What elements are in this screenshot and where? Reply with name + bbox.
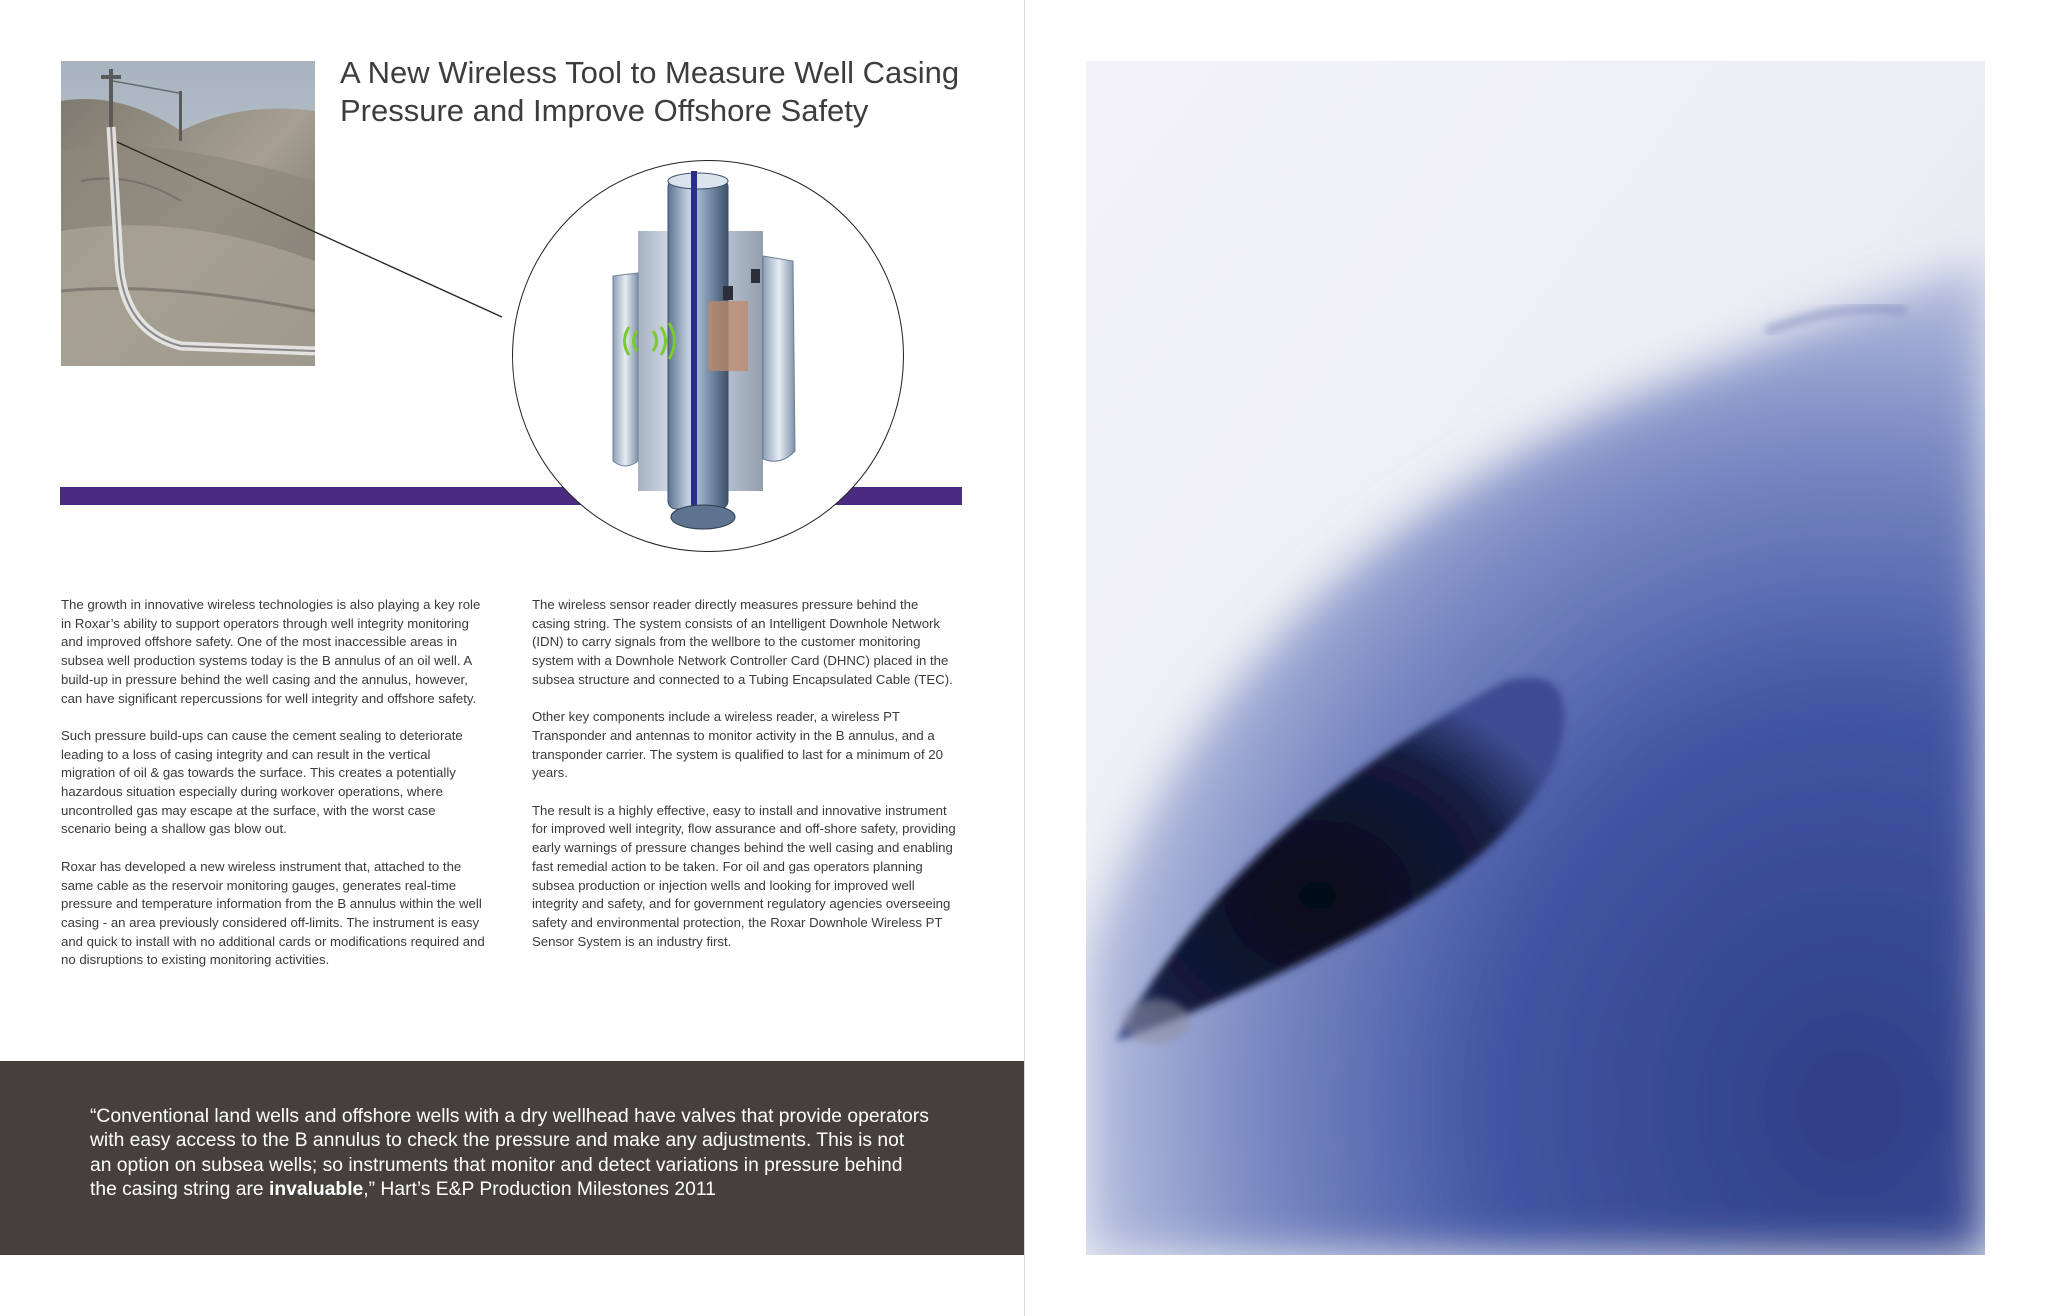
aerial-well-photo [61, 61, 315, 366]
article-column-1 [61, 596, 486, 989]
paragraph: Roxar has developed a new wireless instrument that, attached to the same cable as the reservoir monitoring gauges, generates real-time pressure and temperature information from the B annulus within the well casing - an area previously considered off-limits. The instrument is easy and quick to install with no additional cards or modifications required and no disruptions to existing monitoring activities. [61, 858, 485, 968]
paragraph: Other key components include a wireless reader, a wireless PT Transponder and antennas to monitor activity in the B annulus, and a transponder carrier. The system is qualified to last for a minimum of 20 years. [532, 709, 943, 781]
blue-tool-closeup-photo [1086, 61, 1985, 1255]
article-title: A New Wireless Tool to Measure Well Casing Pressure and Improve Offshore Safety [340, 55, 960, 128]
quote-emphasis: invaluable [268, 1178, 364, 1200]
pull-quote [90, 1105, 930, 1202]
paragraph: The growth in innovative wireless technologies is also playing a key role in Roxar’s ability to support operators through well integrity monitoring and improved offshore safety. One of the most inaccessible areas in subsea well production systems today is the B annulus of an oil well. A build-up in pressure behind the well casing and the annulus, however, can have significant repercussions for well integrity and offshore safety. [61, 597, 481, 706]
quote-attribution: ,” Hart’s E&P Production Milestones 2011 [363, 1178, 716, 1200]
paragraph: The wireless sensor reader directly measures pressure behind the casing string. The system consists of an Intelligent Downhole Network (IDN) to carry signals from the wellbore to the customer monitoring system with a Downhole Network Controller Card (DHNC) placed in the subsea structure and connected to a Tubing Encapsulated Cable (TEC). [532, 597, 953, 687]
paragraph: The result is a highly effective, easy to install and innovative instrument for improved well integrity, flow assurance and off-shore safety, providing early warnings of pressure changes behind the well casing and enabling fast remedial action to be taken. For oil and gas operators planning subsea production or injection wells and looking for improved well integrity and safety, and for government regulatory agencies overseeing safety and environmental protection, the Roxar Downhole Wireless PT Sensor System is an industry first. [532, 802, 956, 949]
article-column-2 [532, 596, 957, 970]
quote-text-start: “Conventional land wells and offshore wells with a dry wellhead have valves that provide operators with easy access to the B annulus to check the pressure and make any adjustments. This is not an option on subsea wells; so instruments that monitor and detect variations in pressure behind the casing string are [90, 1106, 929, 1200]
paragraph: Such pressure build-ups can cause the cement sealing to deteriorate leading to a loss of casing integrity and can result in the vertical migration of oil & gas towards the surface. This creates a potentially hazardous situation especially during workover operations, where uncontrolled gas may escape at the surface, with the worst case scenario being a shallow gas blow out. [61, 727, 463, 837]
wireless-tool-illustration [512, 160, 904, 552]
